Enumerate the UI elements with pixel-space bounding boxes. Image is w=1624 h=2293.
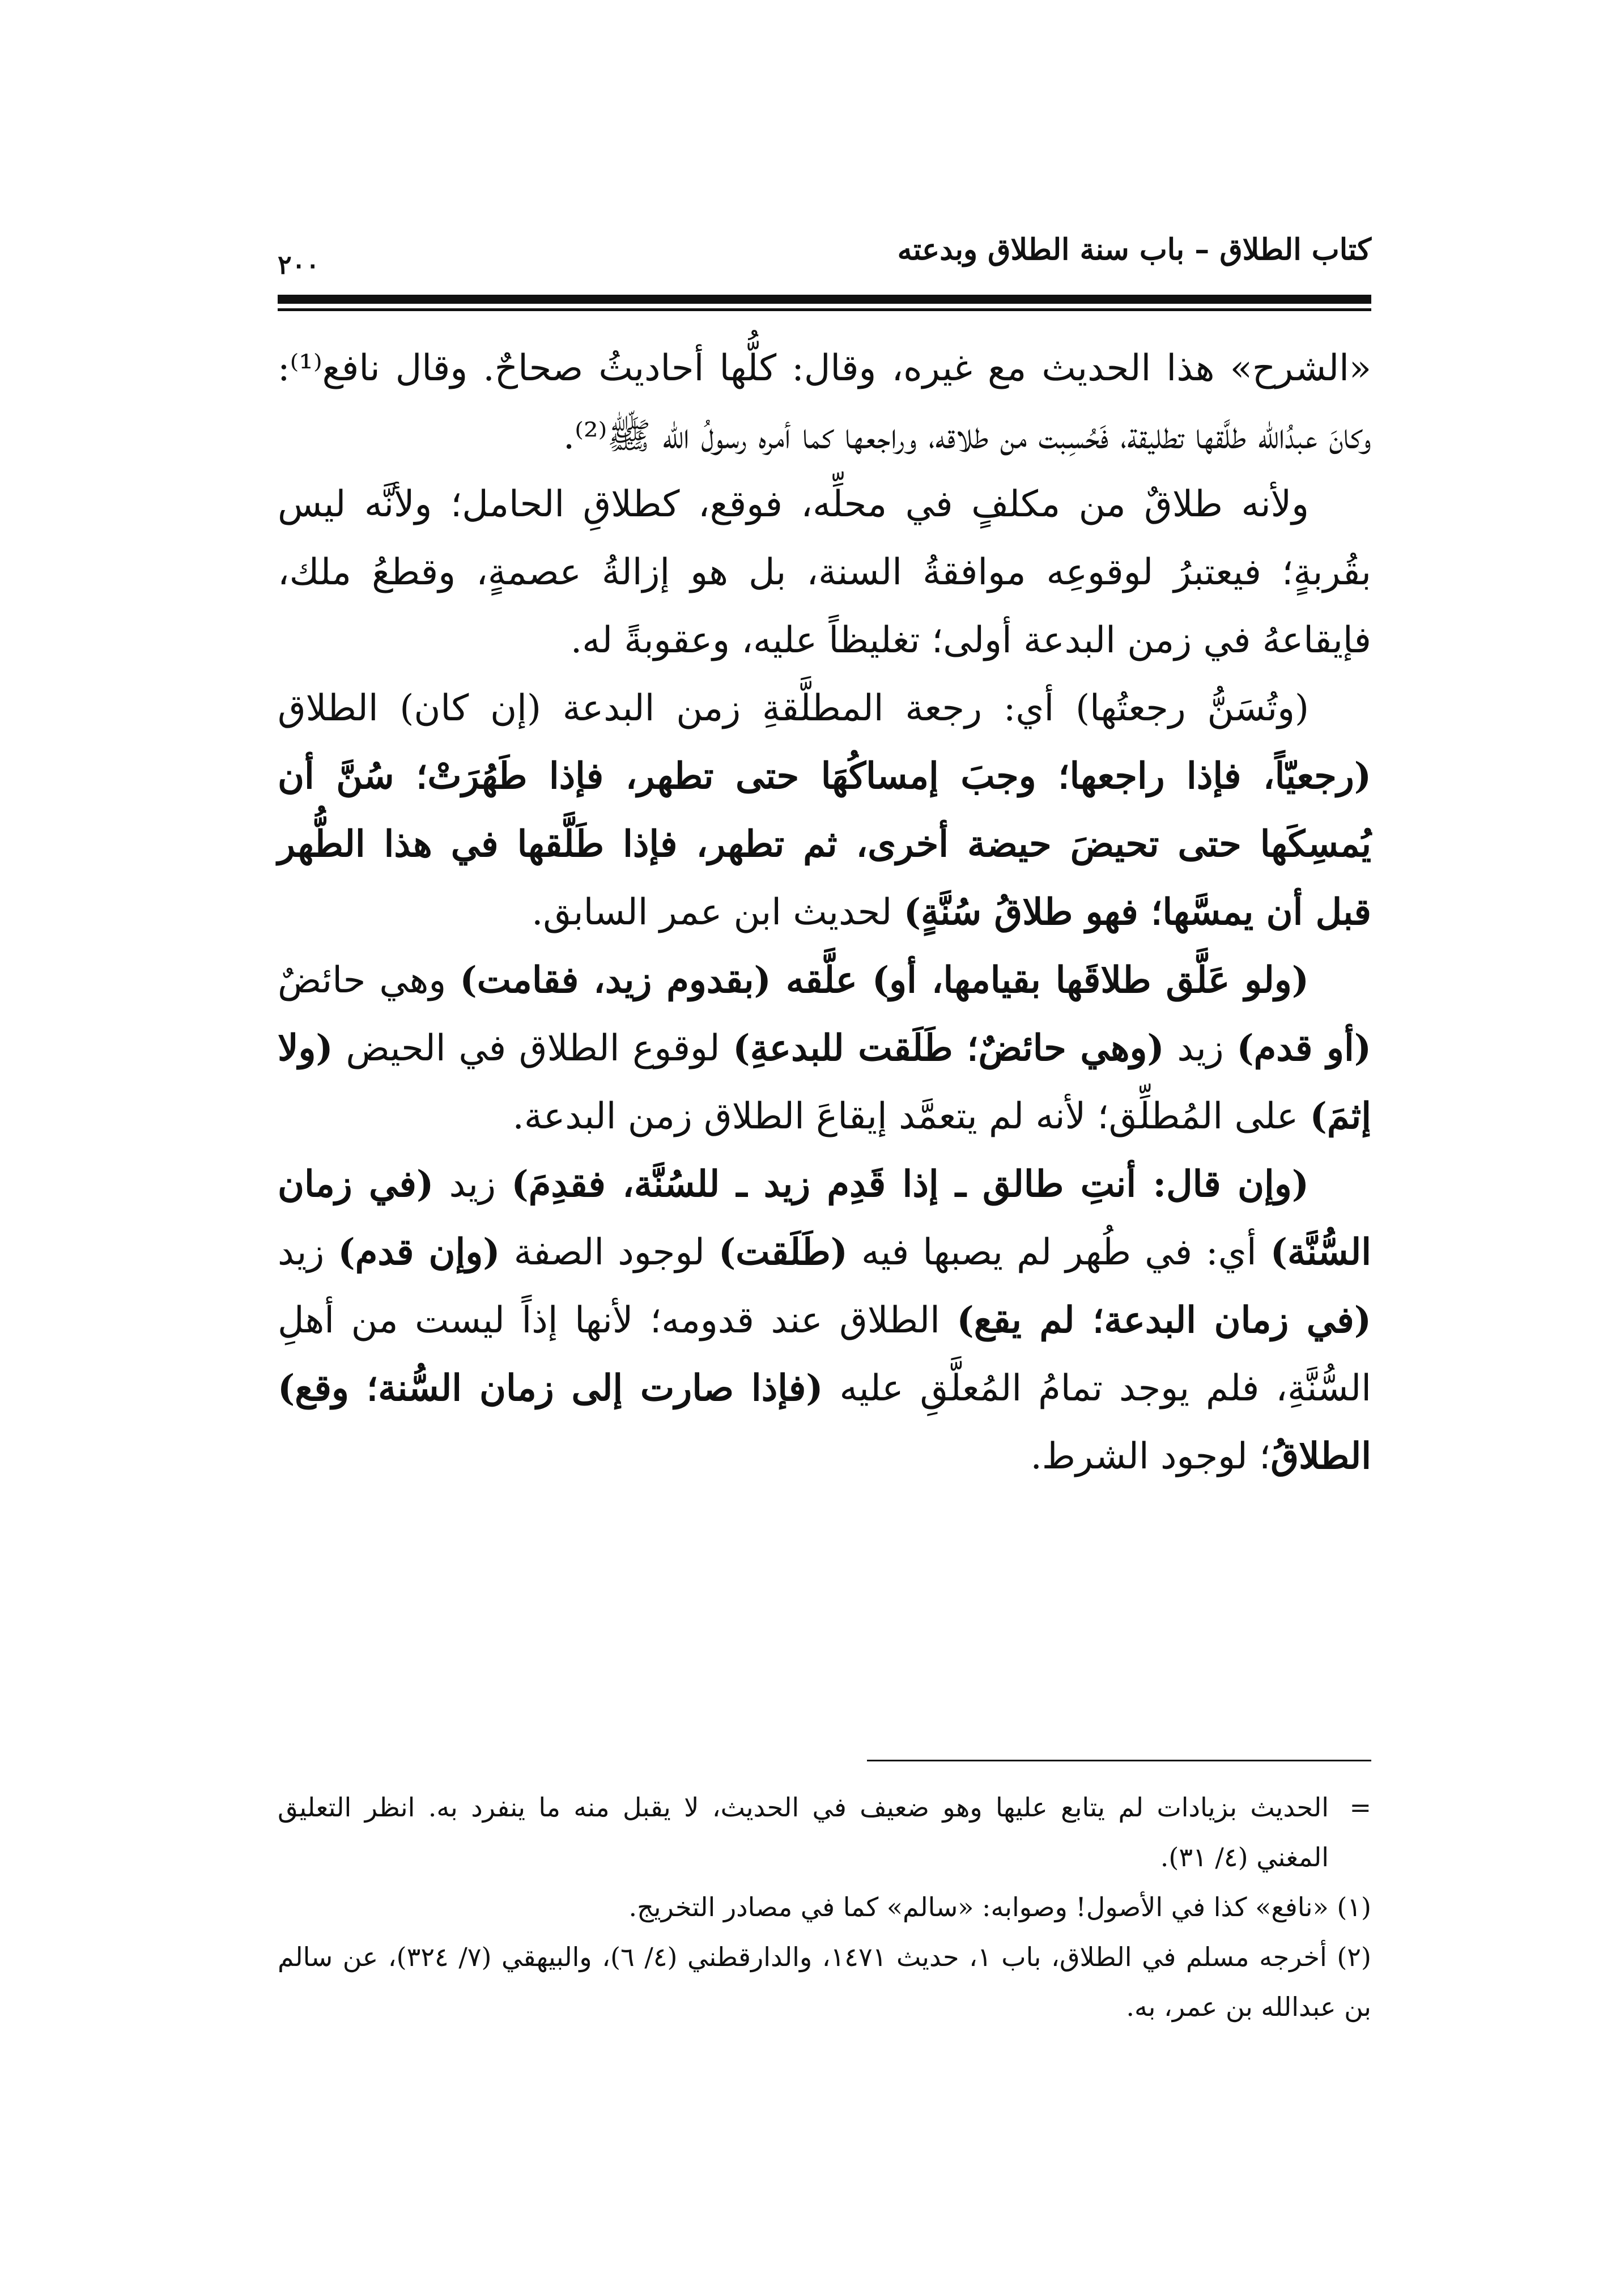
header-rule-thin — [278, 308, 1371, 311]
paragraph-5-bold-c: (في زمان السُّنَّة) — [278, 1163, 1372, 1273]
main-text — [278, 334, 1371, 1491]
paragraph-5 — [278, 1150, 1371, 1491]
page-number: ٢٠٠ — [278, 249, 320, 280]
paragraph-4-part-h: على المُطلِّق؛ لأنه لم يتعمَّد إيقاعَ الطلاق زمن البدعة. — [512, 1095, 1310, 1137]
footnote-separator — [867, 1760, 1371, 1761]
footnote-continuation — [278, 1782, 1371, 1882]
paragraph-4-bold-e: (وهي حائضٌ؛ طَلَقت للبدعةِ) — [733, 1027, 1164, 1069]
paragraph-3-bold: (رجعيّاً، فإذا راجعها؛ وجبَ إمساكُهَا حتى تطهر، فإذا طَهُرَتْ؛ سُنَّ أن يُمسِكَها حتى تحيضَ حيضة أخرى، ثم تطهر، فإذا طَلَّقها في هذا الطُّهر قبل أن يمسَّها؛ فهو طلاقُ سُنَّةٍ) — [278, 755, 1372, 933]
footnote-1: (١) «نافع» كذا في الأصول! وصوابه: «سالم» كما في مصادر التخريج. — [628, 1892, 1371, 1922]
paragraph-5-part-d: أي: في طُهر لم يصبها فيه — [847, 1232, 1270, 1273]
running-title: كتاب الطلاق – باب سنة الطلاق وبدعته — [897, 232, 1371, 267]
paragraph-5-bold-a: (وإن قال: أنتِ طالق ـ إذا قَدِم زيد ـ للسُنَّة، فقدِمَ) — [511, 1163, 1310, 1205]
continuation-mark: = — [1349, 1792, 1371, 1823]
paragraph-5-part-j: الطلاق عند قدومه؛ لأنها إذاً ليست من أهلِ السُّنَّةِ، فلم يوجد تمامُ المُعلَّقِ عليه — [278, 1300, 1372, 1409]
paragraph-5-bold-k: (فإذا صارت إلى زمان السُّنة؛ وقع) الطلاقُ — [278, 1367, 1371, 1477]
paragraph-3-part-c: لحديث ابن عمر السابق. — [532, 891, 904, 933]
header-rule-thick — [278, 295, 1371, 304]
paragraph-4-part-b: وهي حائضٌ — [278, 959, 460, 1001]
paragraph-4-part-d: زيد — [1164, 1027, 1237, 1069]
paragraph-5-part-l: ؛ لوجود الشرط. — [1030, 1436, 1271, 1477]
paragraph-2: ولأنه طلاقٌ من مكلفٍ في محلِّه، فوقع، كطلاقِ الحامل؛ ولأنَّه ليس بقُربةٍ؛ فيعتبرُ لوقوعِه موافقةُ السنة، بل هو إزالةُ عصمةٍ، وقطعُ ملك، فإيقاعهُ في زمن البدعة أولى؛ تغليظاً عليه، وعقوبةً له. — [278, 483, 1371, 661]
footnote-2: (٢) أخرجه مسلم في الطلاق، باب ١، حديث ١٤٧١، والدارقطني (٤/ ٦)، والبيهقي (٧/ ٣٢٤)، عن سالم بن عبدالله بن عمر، به. — [278, 1942, 1371, 2022]
paragraph-4-bold-g: (ولا إثمَ) — [278, 1027, 1371, 1137]
paragraph-5-part-b: زيد — [433, 1164, 512, 1205]
paragraph-4-bold-c: (أو قدم) — [1236, 1027, 1372, 1069]
paragraph-5-bold-e: (طَلَقت) — [719, 1231, 848, 1273]
paragraph-3 — [278, 674, 1371, 946]
paragraph-5-bold-g: (وإن قدم) — [338, 1231, 500, 1273]
paragraph-5-part-h: زيد — [278, 1232, 338, 1273]
paragraph-3-part-a: (وتُسَنُّ رجعتُها) أي: رجعة المطلَّقةِ زمن البدعة (إن كان) الطلاق — [278, 687, 1309, 729]
paragraph-1: «الشرح» هذا الحديث مع غيره، وقال: كلُّها أحاديثُ صحاحٌ. وقال نافع⁽¹⁾: وكانَ عبدُالله طلَّقها تطليقة، فَحُسِبت من طلاقه، وراجعها كما أمره رسولُ الله ﷺ⁽²⁾. — [278, 347, 1371, 457]
page-header — [278, 227, 1371, 289]
paragraph-5-part-f: لوجود الصفة — [500, 1232, 719, 1273]
paragraph-4 — [278, 946, 1371, 1150]
footnote-continuation-text: الحديث بزيادات لم يتابع عليها وهو ضعيف في الحديث، لا يقبل منه ما ينفرد به. انظر التعليق المغني (٤/ ٣١). — [278, 1792, 1329, 1872]
footnotes — [278, 1782, 1371, 2032]
paragraph-4-part-f: لوقوع الطلاق في الحيض — [333, 1027, 733, 1069]
paragraph-4-bold-a: (ولو عَلَّق طلاقَها بقيامها، أو) علَّقه (بقدوم زيد، فقامت) — [460, 959, 1310, 1001]
paragraph-5-bold-i: (في زمان البدعة؛ لم يقع) — [956, 1299, 1372, 1341]
